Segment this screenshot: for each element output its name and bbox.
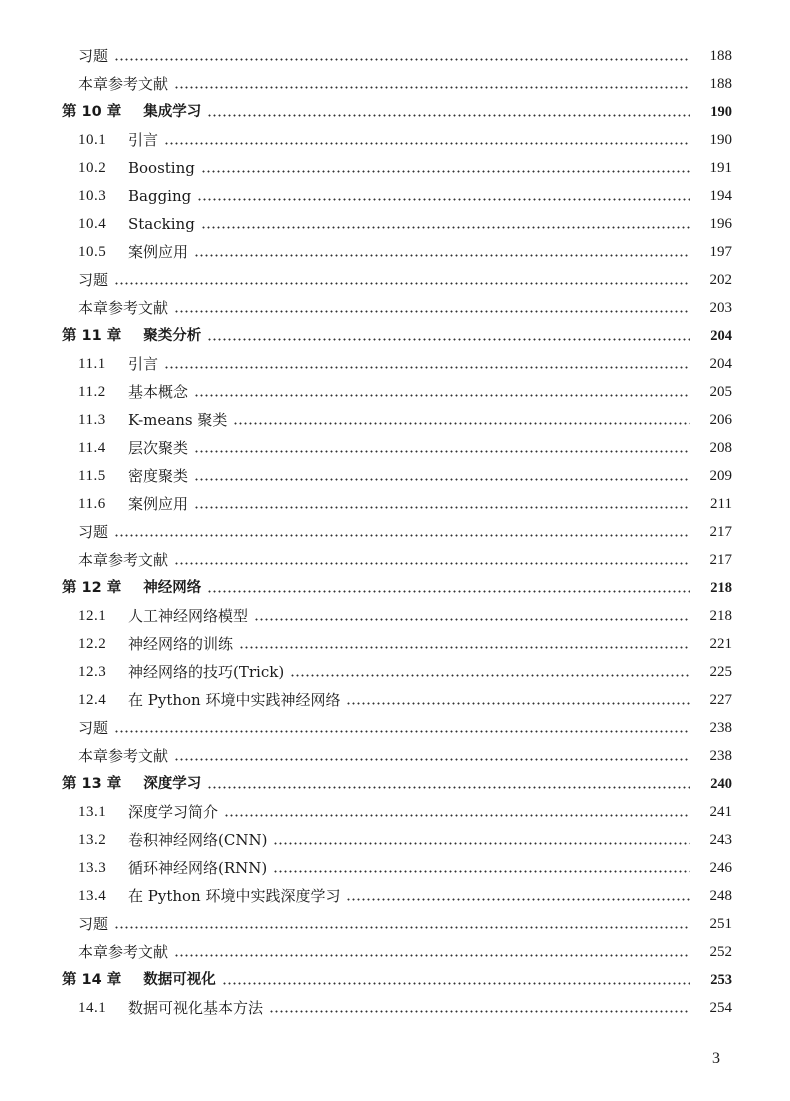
- toc-section-row[interactable]: [0, 630, 790, 658]
- entry-page-number: 204: [709, 356, 732, 372]
- section-number: 11.6: [78, 496, 106, 512]
- toc-section-row[interactable]: [0, 826, 790, 854]
- toc-entry-label: [78, 42, 108, 70]
- dot-leader: [346, 702, 690, 705]
- dot-leader: [207, 114, 690, 117]
- toc-section-row[interactable]: [0, 798, 790, 826]
- section-number: 12.4: [78, 692, 107, 708]
- toc-section-row[interactable]: [0, 994, 790, 1022]
- section-number: 10.4: [78, 216, 107, 232]
- toc-entry-label: [78, 154, 195, 182]
- entry-page-number: 202: [709, 272, 732, 288]
- entry-page-number: 218: [709, 608, 732, 624]
- dot-leader: [194, 478, 690, 481]
- toc-subentry-row[interactable]: [0, 938, 790, 966]
- dot-leader: [114, 58, 690, 61]
- entry-page-number: 217: [709, 524, 732, 540]
- toc-section-row[interactable]: [0, 350, 790, 378]
- dot-leader: [194, 394, 690, 397]
- dot-leader: [201, 226, 690, 229]
- entry-page-number: 196: [709, 216, 732, 232]
- toc-entry-label: [62, 322, 201, 350]
- dot-leader: [207, 590, 690, 593]
- toc-chapter-row[interactable]: [0, 574, 790, 602]
- toc-entry-label: [78, 686, 340, 714]
- dot-leader: [254, 618, 690, 621]
- section-number: 12.3: [78, 664, 107, 680]
- entry-title: 循环神经网络(RNN): [128, 859, 268, 877]
- entry-title: 神经网络的技巧(Trick): [128, 663, 285, 681]
- toc-section-row[interactable]: [0, 658, 790, 686]
- toc-entry-label: [78, 266, 108, 294]
- toc-entry-label: [62, 98, 201, 126]
- toc-entry-label: [78, 630, 233, 658]
- toc-entry-label: [78, 798, 218, 826]
- entry-page-number: 225: [709, 664, 732, 680]
- toc-chapter-row[interactable]: [0, 770, 790, 798]
- entry-title: 在 Python 环境中实践神经网络: [128, 691, 341, 709]
- entry-page-number: 238: [709, 720, 732, 736]
- entry-page-number: 243: [709, 832, 732, 848]
- entry-title: 人工神经网络模型: [128, 607, 249, 625]
- section-number: 10.2: [78, 160, 107, 176]
- toc-entry-label: [78, 210, 195, 238]
- entry-title: 本章参考文献: [78, 299, 169, 317]
- entry-page-number: 241: [709, 804, 732, 820]
- entry-title: 案例应用: [128, 243, 189, 261]
- toc-section-row[interactable]: [0, 462, 790, 490]
- dot-leader: [201, 170, 690, 173]
- dot-leader: [194, 450, 690, 453]
- toc-section-row[interactable]: [0, 378, 790, 406]
- dot-leader: [239, 646, 690, 649]
- toc-section-row[interactable]: [0, 406, 790, 434]
- chapter-number: 第 12 章: [62, 580, 122, 596]
- dot-leader: [164, 366, 690, 369]
- dot-leader: [233, 422, 690, 425]
- toc-entry-label: [78, 350, 158, 378]
- section-number: 10.3: [78, 188, 107, 204]
- toc-subentry-row[interactable]: [0, 266, 790, 294]
- entry-page-number: 209: [709, 468, 732, 484]
- dot-leader: [207, 786, 690, 789]
- entry-title: 层次聚类: [128, 439, 189, 457]
- entry-title: 神经网络的训练: [128, 635, 234, 653]
- toc-chapter-row[interactable]: [0, 966, 790, 994]
- entry-page-number: 254: [709, 1000, 732, 1016]
- entry-page-number: 246: [709, 860, 732, 876]
- section-number: 13.1: [78, 804, 107, 820]
- toc-entry-label: [62, 574, 201, 602]
- toc-entry-label: [78, 546, 168, 574]
- dot-leader: [273, 870, 690, 873]
- section-number: 10.1: [78, 132, 107, 148]
- toc-entry-label: [78, 462, 188, 490]
- toc-entry-label: [78, 742, 168, 770]
- entry-title: 案例应用: [128, 495, 189, 513]
- section-number: 13.3: [78, 860, 107, 876]
- toc-subentry-row[interactable]: [0, 742, 790, 770]
- entry-title: 引言: [128, 355, 159, 373]
- entry-page-number: 217: [709, 552, 732, 568]
- toc-section-row[interactable]: [0, 126, 790, 154]
- toc-section-row[interactable]: [0, 182, 790, 210]
- toc-entry-label: [78, 70, 168, 98]
- dot-leader: [174, 954, 690, 957]
- toc-subentry-row[interactable]: [0, 546, 790, 574]
- toc-entry-label: [62, 966, 216, 994]
- entry-page-number: 240: [710, 776, 732, 792]
- chapter-number: 第 11 章: [62, 328, 122, 344]
- entry-title: 深度学习: [143, 776, 202, 792]
- entry-title: 数据可视化: [143, 972, 216, 988]
- toc-subentry-row[interactable]: [0, 910, 790, 938]
- toc-section-row[interactable]: [0, 154, 790, 182]
- entry-page-number: 203: [709, 300, 732, 316]
- entry-page-number: 227: [709, 692, 732, 708]
- section-number: 11.4: [78, 440, 106, 456]
- toc-section-row[interactable]: [0, 490, 790, 518]
- section-number: 14.1: [78, 1000, 107, 1016]
- dot-leader: [114, 282, 690, 285]
- toc-chapter-row[interactable]: [0, 322, 790, 350]
- dot-leader: [114, 534, 690, 537]
- page-number: 3: [712, 1050, 720, 1067]
- entry-title: 引言: [128, 131, 159, 149]
- entry-title: 卷积神经网络(CNN): [128, 831, 268, 849]
- toc-entry-label: [78, 518, 108, 546]
- toc-entry-label: [78, 658, 284, 686]
- dot-leader: [346, 898, 690, 901]
- entry-title: 基本概念: [128, 383, 189, 401]
- toc-section-row[interactable]: [0, 238, 790, 266]
- toc-entry-label: [78, 714, 108, 742]
- entry-title: Bagging: [128, 187, 192, 205]
- dot-leader: [174, 86, 690, 89]
- dot-leader: [164, 142, 690, 145]
- toc-chapter-row[interactable]: [0, 98, 790, 126]
- dot-leader: [114, 926, 690, 929]
- entry-title: 习题: [78, 719, 109, 737]
- entry-title: 本章参考文献: [78, 747, 169, 765]
- toc-section-row[interactable]: [0, 882, 790, 910]
- dot-leader: [222, 982, 690, 985]
- section-number: 13.4: [78, 888, 107, 904]
- toc-entry-label: [78, 378, 188, 406]
- entry-title: 神经网络: [143, 580, 202, 596]
- entry-page-number: 208: [709, 440, 732, 456]
- toc-entry-label: [78, 910, 108, 938]
- section-number: 10.5: [78, 244, 107, 260]
- section-number: 12.1: [78, 608, 107, 624]
- entry-title: 习题: [78, 523, 109, 541]
- entry-title: 集成学习: [143, 104, 202, 120]
- toc-entry-label: [78, 602, 248, 630]
- entry-page-number: 248: [709, 888, 732, 904]
- entry-page-number: 197: [709, 244, 732, 260]
- dot-leader: [269, 1010, 690, 1013]
- entry-title: Stacking: [128, 215, 195, 233]
- section-number: 13.2: [78, 832, 107, 848]
- entry-page-number: 253: [710, 972, 732, 988]
- entry-title: 本章参考文献: [78, 75, 169, 93]
- entry-title: 习题: [78, 271, 109, 289]
- toc-section-row[interactable]: [0, 434, 790, 462]
- toc-entry-label: [78, 994, 263, 1022]
- toc-subentry-row[interactable]: [0, 294, 790, 322]
- section-number: 11.5: [78, 468, 106, 484]
- dot-leader: [273, 842, 690, 845]
- section-number: 12.2: [78, 636, 107, 652]
- entry-title: 本章参考文献: [78, 551, 169, 569]
- entry-page-number: 204: [710, 328, 732, 344]
- toc-entry-label: [78, 938, 168, 966]
- dot-leader: [194, 506, 690, 509]
- dot-leader: [174, 310, 690, 313]
- entry-title: Boosting: [128, 159, 195, 177]
- toc-entry-label: [78, 406, 227, 434]
- toc-subentry-row[interactable]: [0, 518, 790, 546]
- chapter-number: 第 14 章: [62, 972, 122, 988]
- toc-entry-label: [78, 238, 188, 266]
- section-number: 11.2: [78, 384, 106, 400]
- entry-page-number: 251: [709, 916, 732, 932]
- toc-section-row[interactable]: [0, 854, 790, 882]
- toc-entry-label: [62, 770, 201, 798]
- entry-title: K-means 聚类: [128, 411, 228, 429]
- chapter-number: 第 13 章: [62, 776, 122, 792]
- entry-title: 习题: [78, 47, 109, 65]
- dot-leader: [224, 814, 690, 817]
- entry-page-number: 205: [709, 384, 732, 400]
- entry-title: 聚类分析: [143, 328, 202, 344]
- entry-title: 数据可视化基本方法: [128, 999, 264, 1017]
- entry-page-number: 238: [709, 748, 732, 764]
- toc-entry-label: [78, 854, 267, 882]
- entry-page-number: 252: [709, 944, 732, 960]
- chapter-number: 第 10 章: [62, 104, 122, 120]
- toc-entry-label: [78, 434, 188, 462]
- toc-section-row[interactable]: [0, 686, 790, 714]
- dot-leader: [194, 254, 690, 257]
- entry-title: 本章参考文献: [78, 943, 169, 961]
- dot-leader: [207, 338, 690, 341]
- table-of-contents: [0, 42, 790, 1022]
- entry-page-number: 190: [710, 104, 732, 120]
- entry-page-number: 190: [709, 132, 732, 148]
- toc-section-row[interactable]: [0, 602, 790, 630]
- toc-entry-label: [78, 182, 191, 210]
- entry-title: 密度聚类: [128, 467, 189, 485]
- entry-title: 习题: [78, 915, 109, 933]
- entry-page-number: 211: [710, 496, 732, 512]
- toc-entry-label: [78, 826, 267, 854]
- entry-page-number: 188: [709, 48, 732, 64]
- entry-page-number: 191: [709, 160, 732, 176]
- section-number: 11.3: [78, 412, 106, 428]
- toc-entry-label: [78, 126, 158, 154]
- entry-page-number: 188: [709, 76, 732, 92]
- entry-title: 在 Python 环境中实践深度学习: [128, 887, 341, 905]
- dot-leader: [114, 730, 690, 733]
- toc-subentry-row[interactable]: [0, 42, 790, 70]
- toc-section-row[interactable]: [0, 210, 790, 238]
- toc-subentry-row[interactable]: [0, 70, 790, 98]
- dot-leader: [197, 198, 690, 201]
- entry-page-number: 194: [709, 188, 732, 204]
- toc-entry-label: [78, 294, 168, 322]
- toc-subentry-row[interactable]: [0, 714, 790, 742]
- dot-leader: [290, 674, 690, 677]
- entry-page-number: 218: [710, 580, 732, 596]
- entry-page-number: 206: [709, 412, 732, 428]
- entry-title: 深度学习简介: [128, 803, 219, 821]
- dot-leader: [174, 562, 690, 565]
- entry-page-number: 221: [709, 636, 732, 652]
- toc-entry-label: [78, 490, 188, 518]
- toc-entry-label: [78, 882, 340, 910]
- dot-leader: [174, 758, 690, 761]
- section-number: 11.1: [78, 356, 106, 372]
